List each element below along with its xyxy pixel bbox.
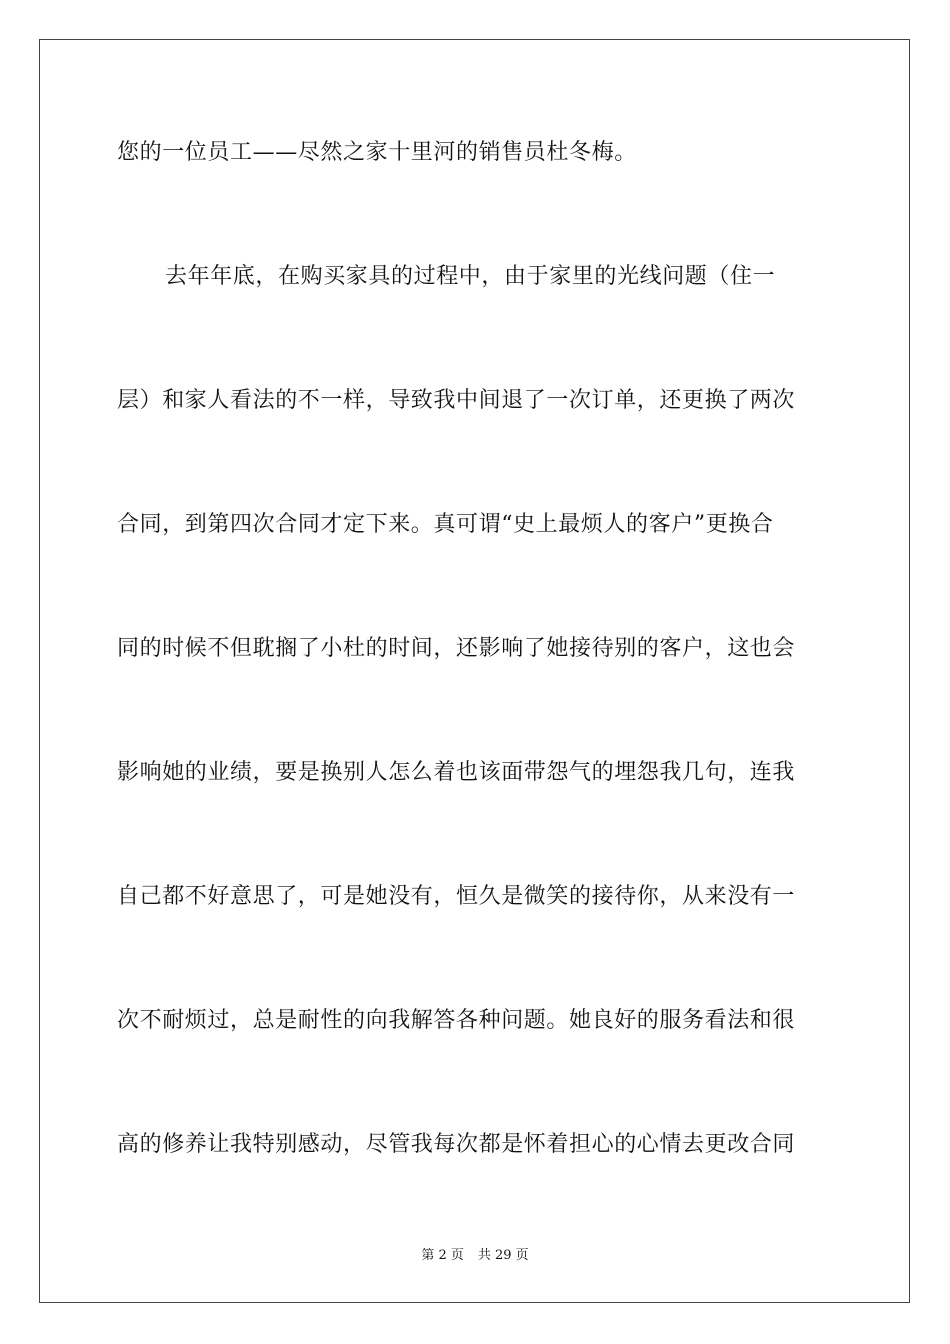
page-number: 第 2 页 [421, 1248, 464, 1263]
body-text-line: 次不耐烦过，总是耐性的向我解答各种问题。她良好的服务看法和很 [117, 1008, 796, 1033]
body-text-line: 自己都不好意思了，可是她没有，恒久是微笑的接待你，从来没有一 [117, 884, 796, 909]
page-total: 共 29 页 [477, 1248, 529, 1263]
body-text-line: 您的一位员工——尽然之家十里河的销售员杜冬梅。 [117, 140, 637, 165]
body-text-line: 合同，到第四次合同才定下来。真可谓“史上最烦人的客户”更换合 [117, 512, 774, 537]
body-text-line: 同的时候不但耽搁了小杜的时间，还影响了她接待别的客户，这也会 [117, 636, 796, 661]
paragraph-first-line: 去年年底，在购买家具的过程中，由于家里的光线问题（住一 [165, 264, 776, 289]
page-border [39, 39, 910, 1303]
body-text-line: 层）和家人看法的不一样，导致我中间退了一次订单，还更换了两次 [117, 388, 796, 413]
body-text-line: 高的修养让我特别感动，尽管我每次都是怀着担心的心情去更改合同 [117, 1132, 796, 1157]
body-text-line: 影响她的业绩，要是换别人怎么着也该面带怨气的埋怨我几句，连我 [117, 760, 796, 785]
page-footer [0, 1247, 950, 1265]
